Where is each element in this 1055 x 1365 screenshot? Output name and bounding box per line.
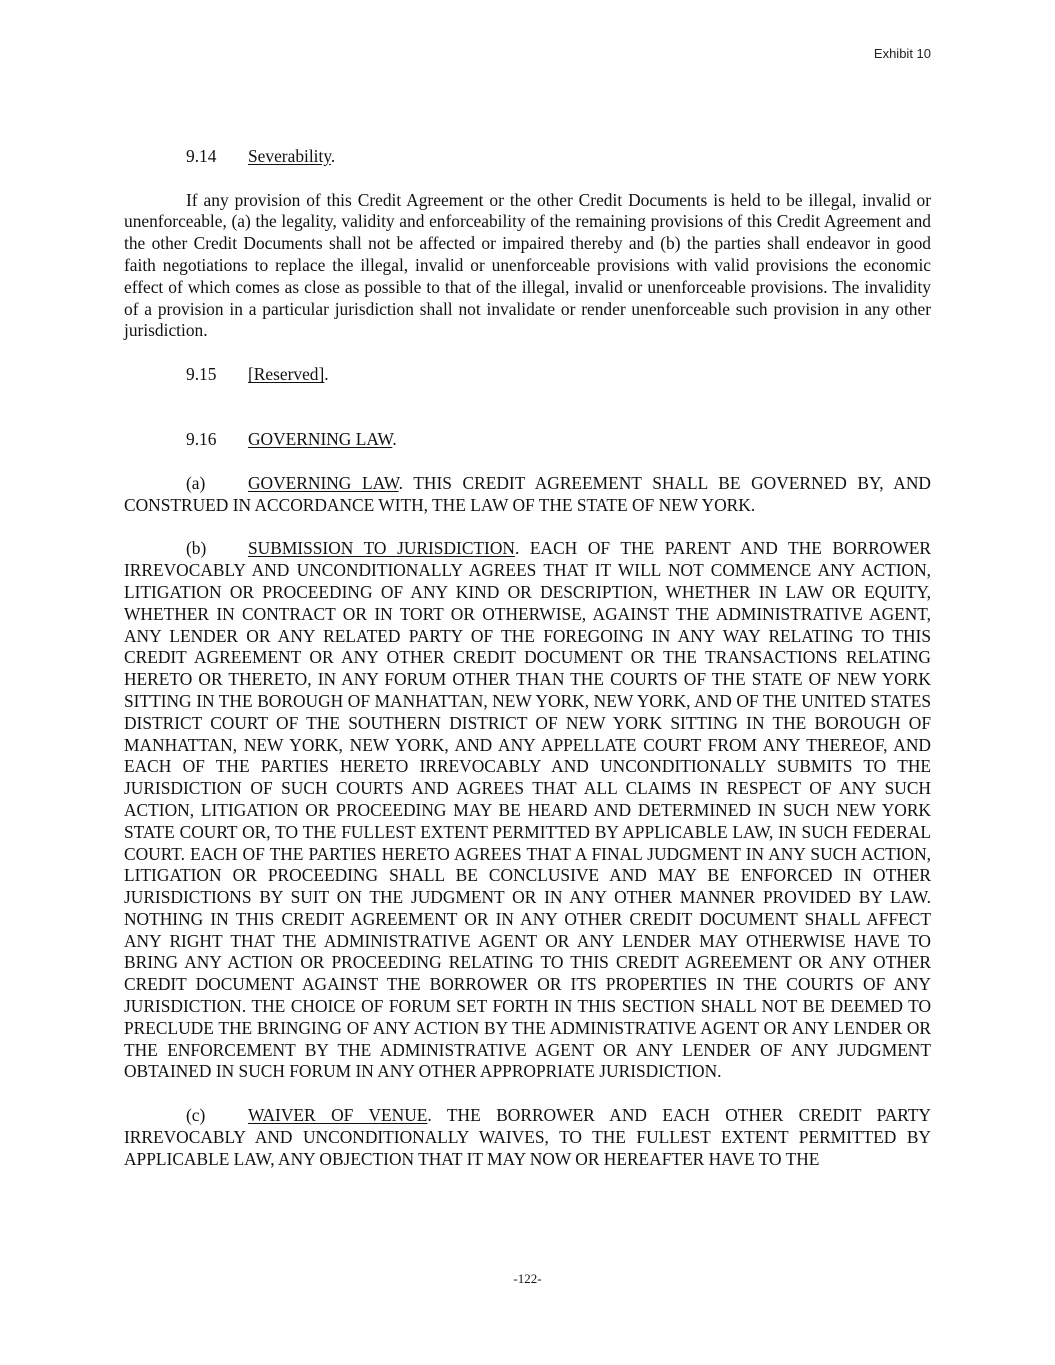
subsection-text: . THE BORROWER AND EACH OTHER CREDIT PARTY IRREVOCABLY AND UNCONDITIONALLY WAIVES, TO THE FULLEST EXTENT PERMITTED BY APPLICABLE LAW, ANY OBJECTION THAT IT MAY NOW OR HEREAFTER HAVE TO THE [124,1105,931,1169]
section-number: 9.14 [186,146,217,166]
subsection-title: GOVERNING LAW [248,472,399,493]
subsection-label: (a) [186,472,206,493]
section-9-14-heading [124,146,931,168]
section-trail: . [324,363,329,384]
section-9-15-heading [124,364,931,386]
subsection-label: (b) [186,538,207,559]
severability-paragraph: If any provision of this Credit Agreement or the other Credit Documents is held to be illegal, invalid or unenforceable, (a) the legality, validity and enforceability of the remaining provisions of this Credit Agreement and the other Credit Documents shall not be affected or impaired thereby and (b) the parties shall endeavor in good faith negotiations to replace the illegal, invalid or unenforceable provisions with valid provisions the economic effect of which comes as close as possible to that of the illegal, invalid or unenforceable provisions. The invalidity of a provision in a particular jurisdiction shall not invalidate or render unenforceable such provision in any other jurisdiction. [124,189,931,341]
governing-law-paragraph [124,473,931,517]
waiver-of-venue-paragraph [124,1105,931,1170]
section-number: 9.16 [186,429,217,450]
submission-jurisdiction-paragraph [124,538,931,1083]
exhibit-label: Exhibit 10 [873,46,931,61]
section-trail: . [392,429,397,450]
subsection-title: SUBMISSION TO JURISDICTION [248,538,515,559]
section-9-16-heading [124,429,931,451]
section-number: 9.15 [186,363,217,384]
document-body [124,146,931,1170]
section-title: [Reserved] [248,363,325,384]
subsection-text: . EACH OF THE PARENT AND THE BORROWER IRREVOCABLY AND UNCONDITIONALLY AGREES THAT IT WILL NOT COMMENCE ANY ACTION, LITIGATION OR PROCEEDING OF ANY KIND OR DESCRIPTION, WHETHER IN LAW OR EQUITY, WHETHER IN CONTRACT OR IN TORT OR OTHERWISE, AGAINST THE ADMINISTRATIVE AGENT, ANY LENDER OR ANY RELATED PARTY OF THE FOREGOING IN ANY WAY RELATING TO THIS CREDIT AGREEMENT OR ANY OTHER CREDIT DOCUMENT OR THE TRANSACTIONS RELATING HERETO OR THERETO, IN ANY FORUM OTHER THAN THE COURTS OF THE STATE OF NEW YORK SITTING IN THE BOROUGH OF MANHATTAN, NEW YORK, NEW YORK, AND OF THE UNITED STATES DISTRICT COURT OF THE SOUTHERN DISTRICT OF NEW YORK SITTING IN THE BOROUGH OF MANHATTAN, NEW YORK, NEW YORK, AND ANY APPELLATE COURT FROM ANY THEREOF, AND EACH OF THE PARTIES HERETO IRREVOCABLY AND UNCONDITIONALLY SUBMITS TO THE JURISDICTION OF SUCH COURTS AND AGREES THAT ALL CLAIMS IN RESPECT OF ANY SUCH ACTION, LITIGATION OR PROCEEDING MAY BE HEARD AND DETERMINED IN SUCH NEW YORK STATE COURT OR, TO THE FULLEST EXTENT PERMITTED BY APPLICABLE LAW, IN SUCH FEDERAL COURT. EACH OF THE PARTIES HERETO AGREES THAT A FINAL JUDGMENT IN ANY SUCH ACTION, LITIGATION OR PROCEEDING SHALL BE CONCLUSIVE AND MAY BE ENFORCED IN OTHER JURISDICTIONS BY SUIT ON THE JUDGMENT OR IN ANY OTHER MANNER PROVIDED BY LAW. NOTHING IN THIS CREDIT AGREEMENT OR IN ANY OTHER CREDIT DOCUMENT SHALL AFFECT ANY RIGHT THAT THE ADMINISTRATIVE AGENT OR ANY LENDER MAY OTHERWISE HAVE TO BRING ANY ACTION OR PROCEEDING RELATING TO THIS CREDIT AGREEMENT OR ANY OTHER CREDIT DOCUMENT AGAINST THE BORROWER OR ITS PROPERTIES IN THE COURTS OF ANY JURISDICTION. THE CHOICE OF FORUM SET FORTH IN THIS SECTION SHALL NOT BE DEEMED TO PRECLUDE THE BRINGING OF ANY ACTION BY THE ADMINISTRATIVE AGENT OR ANY LENDER OR THE ENFORCEMENT BY THE ADMINISTRATIVE AGENT OR ANY LENDER OF ANY JUDGMENT OBTAINED IN SUCH FORUM IN ANY OTHER APPROPRIATE JURISDICTION. [124,538,931,1082]
section-title: GOVERNING LAW [248,429,393,450]
subsection-text: . THIS CREDIT AGREEMENT SHALL BE GOVERNED BY, AND CONSTRUED IN ACCORDANCE WITH, THE LAW OF THE STATE OF NEW YORK. [124,472,931,515]
subsection-label: (c) [186,1105,206,1126]
section-title: Severability [248,146,331,166]
page-number: -122- [513,1271,542,1286]
section-trail: . [330,146,336,166]
subsection-title: WAIVER OF VENUE [248,1105,428,1126]
